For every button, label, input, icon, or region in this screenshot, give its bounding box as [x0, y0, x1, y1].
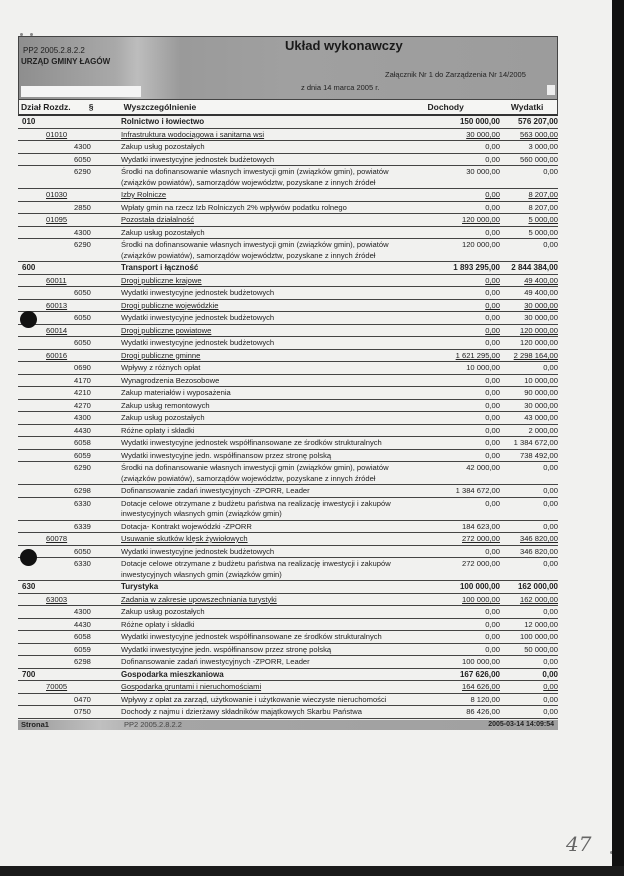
- paragraph-code: 6298: [74, 657, 91, 666]
- table-header: [18, 100, 558, 116]
- paragraph-code: 4300: [74, 142, 91, 151]
- expenses-value: 0,00: [543, 240, 558, 249]
- paragraph-code: 4300: [74, 227, 91, 237]
- paragraph-row: [18, 312, 558, 325]
- row-description: Środki na dofinansowanie własnych inwestycji gmin (związków gmin), powiatów (związków powiatów), samorządów województw, pozyskane z innych źródeł: [121, 240, 389, 260]
- expenses-value: 30 000,00: [524, 400, 558, 410]
- income-value: 0,00: [485, 632, 500, 641]
- expenses-value: 0,00: [543, 657, 558, 666]
- chapter-row: [18, 275, 558, 288]
- row-description: Dofinansowanie zadań inwestycyjnych -ZPORR, Leader: [121, 657, 310, 666]
- row-description: Pozostała działalność: [121, 215, 195, 224]
- row-description: Usuwanie skutków klęsk żywiołowych: [121, 534, 248, 543]
- row-description: Zadania w zakresie upowszechniania turystyki: [121, 594, 277, 604]
- income-value: 0,00: [485, 325, 500, 335]
- chapter-code: 01095: [46, 215, 68, 224]
- expenses-value: 0,00: [543, 682, 558, 691]
- row-description: Turystyka: [121, 582, 159, 591]
- row-description: Izby Rolnicze: [121, 190, 167, 199]
- paragraph-code: 4210: [74, 388, 91, 397]
- expenses-value: 49 400,00: [524, 288, 558, 297]
- header-blank-cell: [21, 86, 141, 97]
- expenses-value: 1 384 672,00: [513, 438, 558, 447]
- expenses-value: 2 844 384,00: [511, 263, 558, 272]
- paragraph-code: 0690: [74, 363, 91, 372]
- paragraph-row: [18, 706, 558, 719]
- paragraph-row: [18, 619, 558, 632]
- income-value: 100 000,00: [459, 582, 500, 591]
- paragraph-code: 4270: [74, 400, 91, 410]
- expenses-value: 3 000,00: [528, 142, 558, 151]
- expenses-value: 0,00: [542, 669, 558, 679]
- row-description: Środki na dofinansowanie własnych inwestycji gmin (związków gmin), powiatów (związków powiatów), samorządów województw, pozyskane z innych źródeł: [121, 463, 389, 483]
- paragraph-row: [18, 485, 558, 498]
- row-description: Zakup usług pozostałych: [121, 227, 205, 237]
- expenses-value: 30 000,00: [524, 313, 558, 322]
- paragraph-row: [18, 644, 558, 657]
- scanner-edge: [612, 0, 624, 876]
- paragraph-code: 6290: [74, 240, 91, 249]
- chapter-code: 60011: [46, 275, 67, 285]
- row-description: Rolnictwo i łowiectwo: [121, 117, 205, 126]
- chapter-code: 60013: [46, 300, 68, 310]
- income-value: 120 000,00: [461, 240, 500, 249]
- row-description: Wpłaty gmin na rzecz Izb Rolniczych 2% wpływów podatku rolnego: [121, 202, 347, 212]
- paragraph-code: 6059: [74, 644, 91, 654]
- paragraph-row: [18, 412, 558, 425]
- row-description: Gospodarka gruntami i nieruchomościami: [121, 682, 262, 691]
- paragraph-row: [18, 375, 558, 388]
- col-description: Wyszczególnienie: [123, 102, 197, 112]
- expenses-value: 49 400,00: [524, 275, 558, 285]
- paragraph-code: 6050: [74, 313, 91, 322]
- expenses-value: 346 820,00: [519, 534, 558, 543]
- expenses-value: 8 207,00: [528, 202, 558, 212]
- expenses-value: 0,00: [543, 167, 558, 176]
- paragraph-row: [18, 546, 558, 559]
- row-description: Zakup usług pozostałych: [121, 607, 205, 616]
- expenses-value: 0,00: [543, 363, 558, 372]
- income-value: 42 000,00: [466, 463, 500, 472]
- row-description: Wydatki inwestycyjne jednostek budżetowych: [121, 154, 275, 164]
- row-description: Wydatki inwestycyjne jednostek budżetowych: [121, 288, 275, 297]
- expenses-value: 162 000,00: [517, 582, 558, 591]
- income-value: 0,00: [485, 275, 500, 285]
- income-value: 0,00: [485, 498, 500, 508]
- income-value: 167 626,00: [459, 669, 500, 679]
- row-description: Wydatki inwestycyjne jednostek budżetowych: [121, 546, 275, 556]
- row-description: Różne opłaty i składki: [121, 425, 195, 435]
- paragraph-code: 6290: [74, 463, 91, 472]
- income-value: 0,00: [485, 288, 500, 297]
- expenses-value: 0,00: [543, 498, 558, 508]
- expenses-value: 90 000,00: [524, 388, 558, 397]
- income-value: 100 000,00: [461, 657, 500, 666]
- expenses-value: 5 000,00: [528, 227, 558, 237]
- income-value: 30 000,00: [466, 129, 500, 139]
- chapter-row: [18, 594, 558, 607]
- paragraph-row: [18, 694, 558, 707]
- row-description: Wydatki inwestycyjne jedn. współfinansow przez stronę polską: [121, 644, 332, 654]
- income-value: 0,00: [485, 619, 500, 629]
- document-title: Układ wykonawczy: [285, 38, 403, 53]
- paragraph-code: 6330: [74, 559, 91, 568]
- income-value: 0,00: [485, 202, 500, 212]
- income-value: 0,00: [485, 438, 500, 447]
- paragraph-row: [18, 362, 558, 375]
- footer-report-code: PP2 2005.2.8.2.2: [124, 720, 182, 729]
- row-description: Wydatki inwestycyjne jednostek budżetowych: [121, 313, 275, 322]
- row-description: Zakup usług pozostałych: [121, 413, 205, 422]
- expenses-value: 2 298 164,00: [513, 350, 558, 360]
- income-value: 1 621 295,00: [455, 350, 500, 360]
- paragraph-code: 6058: [74, 438, 91, 447]
- punch-hole: [20, 549, 37, 566]
- paragraph-code: 4430: [74, 425, 91, 435]
- paragraph-row: [18, 202, 558, 215]
- expenses-value: 0,00: [543, 521, 558, 531]
- expenses-value: 738 492,00: [519, 450, 558, 460]
- chapter-row: [18, 189, 558, 202]
- income-value: 150 000,00: [459, 117, 500, 126]
- chapter-code: 60016: [46, 350, 68, 360]
- expenses-value: 0,00: [543, 607, 558, 616]
- row-description: Drogi publiczne powiatowe: [121, 325, 212, 335]
- expenses-value: 0,00: [543, 694, 558, 704]
- chapter-row: [18, 533, 558, 546]
- row-description: Wydatki inwestycyjne jedn. współfinansow przez stronę polską: [121, 450, 332, 460]
- row-description: Drogi publiczne wojewódzkie: [121, 300, 219, 310]
- income-value: 184 623,00: [461, 521, 500, 531]
- income-value: 0,00: [485, 546, 500, 556]
- row-description: Wydatki inwestycyjne jednostek współfinansowane ze środków strukturalnych: [121, 632, 382, 641]
- section-code: 600: [22, 263, 36, 272]
- paragraph-row: [18, 337, 558, 350]
- paragraph-code: 6330: [74, 498, 91, 508]
- paragraph-code: 6050: [74, 154, 91, 164]
- row-description: Dotacje celowe otrzymane z budżetu państwa na realizację inwestycji i zakupów inwestycyjnych własnych gmin (związków gmin): [121, 559, 391, 579]
- paragraph-row: [18, 387, 558, 400]
- paragraph-row: [18, 606, 558, 619]
- income-value: 10 000,00: [466, 363, 500, 372]
- expenses-value: 100 000,00: [519, 632, 558, 641]
- paragraph-code: 6339: [74, 521, 91, 531]
- row-description: Infrastruktura wodociągowa i sanitarna wsi: [121, 129, 265, 139]
- paragraph-code: 0750: [74, 707, 91, 716]
- chapter-code: 01010: [46, 129, 68, 139]
- chapter-row: [18, 129, 558, 142]
- row-description: Wydatki inwestycyjne jednostek budżetowych: [121, 338, 275, 347]
- income-value: 272 000,00: [461, 534, 500, 543]
- income-value: 1 893 295,00: [453, 263, 500, 272]
- paragraph-row: [18, 141, 558, 154]
- chapter-row: [18, 300, 558, 313]
- paragraph-code: 4300: [74, 607, 91, 616]
- document-header: [18, 36, 558, 100]
- chapter-row: [18, 681, 558, 694]
- income-value: 0,00: [485, 338, 500, 347]
- col-dzial-rozdz: Dział Rozdz.: [21, 102, 71, 112]
- chapter-code: 60014: [46, 325, 68, 335]
- paragraph-row: [18, 437, 558, 450]
- row-description: Gospodarka mieszkaniowa: [121, 669, 224, 679]
- row-description: Dotacje celowe otrzymane z budżetu państwa na realizację inwestycji i zakupów inwestycyjnych własnych gmin (związków gmin): [121, 498, 391, 518]
- expenses-value: 0,00: [543, 707, 558, 716]
- col-expenses: Wydatki: [510, 102, 544, 112]
- paragraph-row: [18, 154, 558, 167]
- row-description: Różne opłaty i składki: [121, 619, 195, 629]
- page-label: Strona1: [21, 720, 49, 729]
- expenses-value: 162 000,00: [519, 594, 558, 604]
- chapter-code: 63003: [46, 594, 68, 604]
- expenses-value: 576 207,00: [517, 117, 558, 126]
- income-value: 30 000,00: [466, 167, 500, 176]
- handwritten-page-number: 47: [566, 832, 592, 856]
- section-row: [18, 262, 558, 275]
- row-description: Wydatki inwestycyjne jednostek współfinansowane ze środków strukturalnych: [121, 438, 382, 447]
- income-value: 0,00: [485, 313, 500, 322]
- expenses-value: 43 000,00: [524, 413, 558, 422]
- income-value: 0,00: [485, 300, 500, 310]
- paragraph-row: [18, 166, 558, 189]
- page-footer: [18, 720, 558, 730]
- income-value: 0,00: [485, 375, 500, 385]
- section-row: [18, 116, 558, 129]
- expenses-value: 120 000,00: [519, 325, 558, 335]
- scanner-edge: [0, 866, 624, 876]
- income-value: 0,00: [485, 154, 500, 164]
- paragraph-row: [18, 227, 558, 240]
- row-description: Dotacja- Kontrakt wojewódzki -ZPORR: [121, 521, 252, 531]
- row-description: Wpływy z opłat za zarząd, użytkowanie i użytkowanie wieczyste nieruchomości: [121, 694, 387, 704]
- paragraph-row: [18, 287, 558, 300]
- section-row: [18, 581, 558, 594]
- chapter-row: [18, 325, 558, 338]
- income-value: 120 000,00: [461, 215, 500, 224]
- paragraph-row: [18, 400, 558, 413]
- row-description: Wynagrodzenia Bezosobowe: [121, 375, 220, 385]
- paragraph-code: 0470: [74, 694, 91, 704]
- income-value: 0,00: [485, 607, 500, 616]
- paragraph-code: 4300: [74, 413, 91, 422]
- row-description: Drogi publiczne gminne: [121, 350, 201, 360]
- income-value: 0,00: [485, 388, 500, 397]
- section-code: 010: [22, 117, 36, 126]
- row-description: Drogi publiczne krajowe: [121, 275, 202, 285]
- section-row: [18, 669, 558, 682]
- income-value: 0,00: [485, 227, 500, 237]
- income-value: 0,00: [485, 142, 500, 151]
- paragraph-code: 2850: [74, 202, 91, 212]
- row-description: Środki na dofinansowanie własnych inwestycji gmin (związków gmin), powiatów (związków powiatów), samorządów województw, pozyskane z innych źródeł: [121, 167, 389, 187]
- report-code: PP2 2005.2.8.2.2: [23, 46, 85, 55]
- organization-name: URZĄD GMINY ŁAGÓW: [21, 57, 111, 66]
- row-description: Zakup materiałów i wyposażenia: [121, 388, 231, 397]
- col-paragraph: §: [88, 102, 94, 112]
- income-value: 272 000,00: [461, 559, 500, 568]
- income-value: 1 384 672,00: [455, 486, 500, 495]
- budget-table-body: [18, 116, 558, 719]
- income-value: 0,00: [485, 425, 500, 435]
- expenses-value: 120 000,00: [519, 338, 558, 347]
- expenses-value: 563 000,00: [519, 129, 558, 139]
- document-date: z dnia 14 marca 2005 r.: [301, 83, 380, 92]
- paragraph-code: 6050: [74, 288, 91, 297]
- expenses-value: 50 000,00: [524, 644, 558, 654]
- income-value: 0,00: [485, 450, 500, 460]
- paragraph-row: [18, 450, 558, 463]
- paragraph-row: [18, 498, 558, 521]
- paragraph-row: [18, 558, 558, 581]
- expenses-value: 0,00: [543, 486, 558, 495]
- expenses-value: 0,00: [543, 559, 558, 568]
- paragraph-code: 6298: [74, 486, 91, 495]
- paragraph-row: [18, 425, 558, 438]
- col-income: Dochody: [427, 102, 464, 112]
- chapter-row: [18, 350, 558, 363]
- paragraph-row: [18, 656, 558, 669]
- paragraph-code: 6058: [74, 632, 91, 641]
- section-code: 700: [22, 669, 36, 679]
- budget-document: [18, 36, 558, 730]
- paragraph-row: [18, 631, 558, 644]
- income-value: 0,00: [485, 190, 500, 199]
- paragraph-row: [18, 462, 558, 485]
- expenses-value: 346 820,00: [519, 546, 558, 556]
- income-value: 164 626,00: [461, 682, 500, 691]
- paragraph-code: 6290: [74, 167, 91, 176]
- paragraph-code: 6050: [74, 546, 91, 556]
- expenses-value: 560 000,00: [519, 154, 558, 164]
- chapter-code: 01030: [46, 190, 68, 199]
- expenses-value: 12 000,00: [524, 619, 558, 629]
- row-description: Zakup usług pozostałych: [121, 142, 205, 151]
- row-description: Dochody z najmu i dzierżawy składników majątkowych Skarbu Państwa: [121, 707, 362, 716]
- row-description: Wpływy z różnych opłat: [121, 363, 201, 372]
- section-code: 630: [22, 582, 36, 591]
- paragraph-code: 4170: [74, 375, 91, 385]
- income-value: 8 120,00: [470, 694, 500, 704]
- chapter-row: [18, 214, 558, 227]
- chapter-code: 60078: [46, 534, 68, 543]
- expenses-value: 8 207,00: [528, 190, 558, 199]
- expenses-value: 10 000,00: [524, 375, 558, 385]
- income-value: 0,00: [485, 413, 500, 422]
- income-value: 0,00: [485, 400, 500, 410]
- annex-reference: Załącznik Nr 1 do Zarządzenia Nr 14/2005: [385, 70, 526, 79]
- expenses-value: 5 000,00: [528, 215, 558, 224]
- paragraph-row: [18, 521, 558, 534]
- row-description: Transport i łączność: [121, 263, 199, 272]
- punch-hole: [20, 311, 37, 328]
- row-description: Dofinansowanie zadań inwestycyjnych -ZPORR, Leader: [121, 486, 310, 495]
- expenses-value: 30 000,00: [524, 300, 558, 310]
- paragraph-row: [18, 239, 558, 262]
- income-value: 0,00: [485, 644, 500, 654]
- row-description: Zakup usług remontowych: [121, 400, 210, 410]
- paragraph-code: 6059: [74, 450, 91, 460]
- expenses-value: 0,00: [543, 463, 558, 472]
- paragraph-code: 4430: [74, 619, 91, 629]
- header-blank-cell: [547, 85, 555, 95]
- paragraph-code: 6050: [74, 338, 91, 347]
- chapter-code: 70005: [46, 682, 68, 691]
- expenses-value: 2 000,00: [528, 425, 558, 435]
- print-timestamp: 2005-03-14 14:09:54: [488, 721, 554, 728]
- income-value: 100 000,00: [461, 594, 500, 604]
- income-value: 86 426,00: [466, 707, 500, 716]
